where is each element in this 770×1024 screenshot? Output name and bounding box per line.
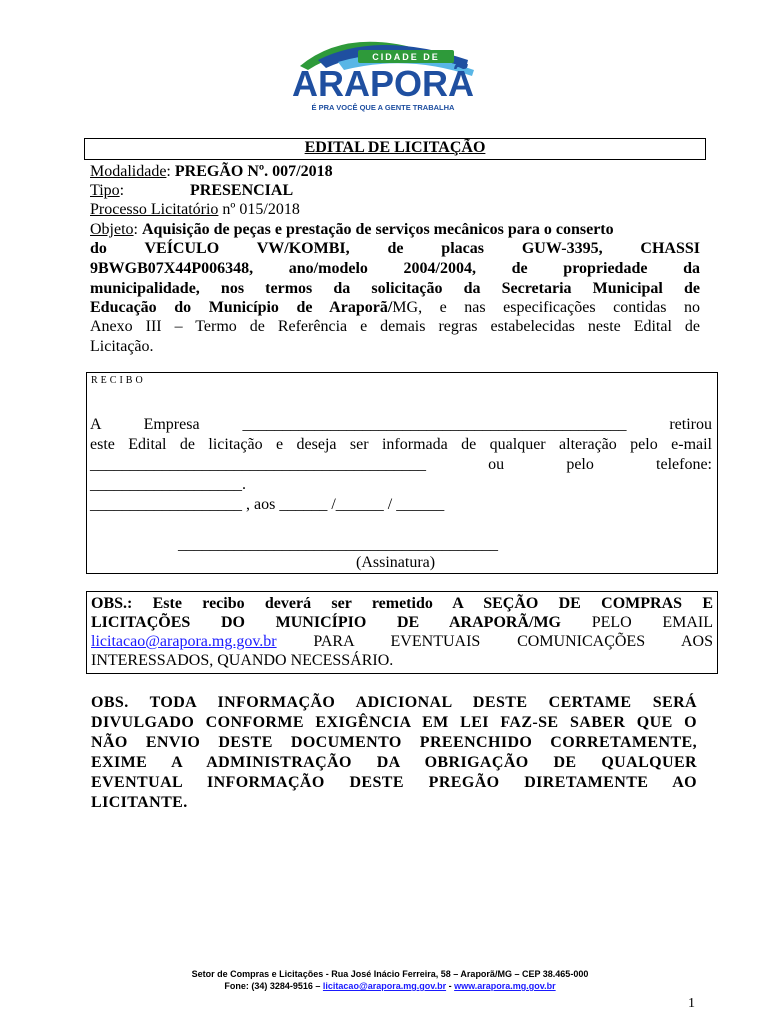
footer [90,968,690,992]
recibo-line3: __________________________________________ ou pelo telefone: [90,456,712,473]
footer-address: Setor de Compras e Licitações - Rua José Inácio Ferreira, 58 – Araporã/MG – CEP 38.465-000 [191,969,589,979]
page-title: EDITAL DE LICITAÇÃO [304,139,486,156]
recibo-line1: A Empresa ________________________________________________ retirou [90,416,712,433]
modalidade-label: Modalidade [90,163,167,180]
recibo-line5: ___________________ , aos ______ /______ / ______ [90,496,445,513]
signature-line: ________________________________________ [178,536,498,553]
footer-website-link[interactable]: www.arapora.mg.gov.br [454,981,556,991]
obs1-line3: licitacao@arapora.mg.gov.br PARA EVENTUAIS COMUNICAÇÕES AOS [91,633,714,650]
objeto-row: Objeto: Aquisição de peças e prestação de serviços mecânicos para o conserto [90,221,614,238]
objeto-line5: Educação do Município de Araporã/MG, e nas especificações contidas no [90,299,700,316]
city-logo [278,30,488,116]
objeto-line7: Licitação. [90,338,154,355]
obs1-line4: INTERESSADOS, QUANDO NECESSÁRIO. [91,652,394,669]
obs1-line2: LICITAÇÕES DO MUNICÍPIO DE ARAPORÃ/MG PELO EMAIL [91,614,714,631]
obs2-line5: EVENTUAL INFORMAÇÃO DESTE PREGÃO DIRETAMENTE AO [91,774,697,791]
obs2-line6: LICITANTE. [91,794,188,811]
processo-label: Processo Licitatório [90,201,219,218]
tipo-value: PRESENCIAL [190,182,294,199]
obs2-line1: OBS. TODA INFORMAÇÃO ADICIONAL DESTE CERTAME SERÁ [91,694,697,711]
objeto-label: Objeto [90,221,134,238]
recibo-line4: ___________________. [90,476,246,493]
objeto-line4: municipalidade, nos termos da solicitação da Secretaria Municipal de [90,280,700,297]
objeto-line6: Anexo III – Termo de Referência e demais regras estabelecidas neste Edital de [90,318,700,335]
recibo-line2: este Edital de licitação e deseja ser informada de qualquer alteração pelo e-mail [90,436,712,453]
objeto-line3: 9BWGB07X44P006348, ano/modelo 2004/2004, de propriedade da [90,260,700,277]
logo-banner-text: CIDADE DE [372,52,440,62]
tipo-row: Tipo: [90,182,125,199]
obs1-line1: OBS.: Este recibo deverá ser remetido A SEÇÃO DE COMPRAS E [91,595,713,612]
obs1-email-link[interactable]: licitacao@arapora.mg.gov.br [91,633,277,650]
logo-name: ARAPORÃ [291,63,475,104]
modalidade-value: PREGÃO Nº. 007/2018 [174,163,333,180]
objeto-line1: Aquisição de peças e prestação de serviços mecânicos para o conserto [142,221,614,238]
logo-tagline: É PRA VOCÊ QUE A GENTE TRABALHA [311,103,455,112]
obs2-line3: NÃO ENVIO DESTE DOCUMENTO PREENCHIDO CORRETAMENTE, [91,734,697,751]
objeto-line2: do VEÍCULO VW/KOMBI, de placas GUW-3395, CHASSI [90,240,700,257]
signature-label: (Assinatura) [356,554,436,571]
obs2-line2: DIVULGADO CONFORME EXIGÊNCIA EM LEI FAZ-SE SABER QUE O [91,714,697,731]
modalidade-row: Modalidade: PREGÃO Nº. 007/2018 [90,163,333,180]
footer-email-link[interactable]: licitacao@arapora.mg.gov.br [322,981,447,991]
tipo-label: Tipo [90,182,120,199]
processo-row [90,200,300,219]
obs2-line4: EXIME A ADMINISTRAÇÃO DA OBRIGAÇÃO DE QUALQUER [91,754,697,771]
recibo-label: RECIBO [91,375,146,386]
footer-contact: Fone: (34) 3284-9516 – licitacao@arapora.mg.gov.br - www.arapora.mg.gov.br [224,981,556,991]
page-number: 1 [688,996,695,1011]
processo-value: nº 015/2018 [222,201,300,218]
